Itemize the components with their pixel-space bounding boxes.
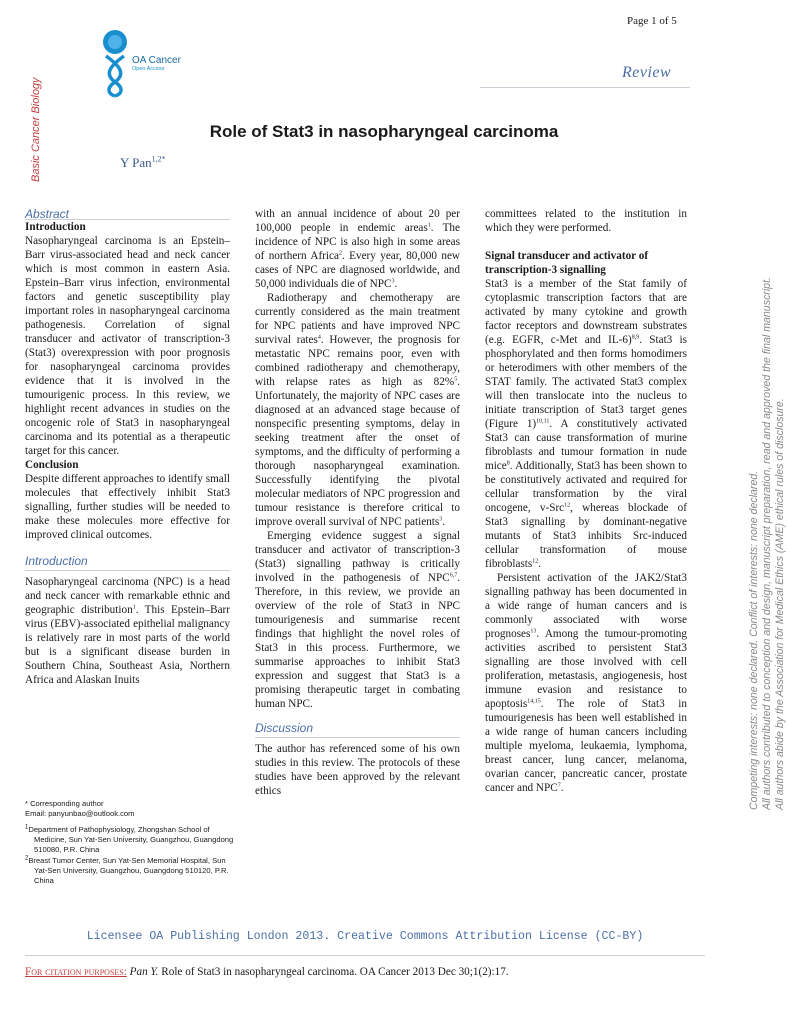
article-title: Role of Stat3 in nasopharyngeal carcinoma [209,122,559,141]
introduction-rule [25,570,230,571]
journal-side-text: Basic Cancer Biology [30,77,42,182]
page-number: Page 1 of 5 [627,15,677,27]
author-affiliation-sup: 1,2* [151,154,166,164]
abstract-conclusion-heading: Conclusion [25,459,79,471]
footnotes [25,798,240,886]
discussion-rule [255,737,460,738]
corresponding-email[interactable]: Email: panyunbao@outlook.com [25,809,135,818]
ethics-note: All authors abide by the Association for Medical Ethics (AME) ethical rules of disclosure. [774,398,786,810]
col3-paragraph-1: committees related to the institution in which they were performed. [485,208,687,234]
col3-paragraph-2: Stat3 is a member of the Stat family of cytoplasmic transcription factors that are activated by many cytokine and growth factor receptors and downstream substrates (e.g. EGFR, c-Met and IL-6)$^{8,9}$. Stat3 is phosphorylated and then forms homodimers or heterodimers with other members of the STAT family. The activated Stat3 complex will then translocate into the nucleus to initiate transcription of Stat3 target genes (Figure 1)$^{10,11}$. A constitutively activated Stat3 can cause transformation of murine fibroblasts and tumour formation in nude mice$^8$. Additionally, Stat3 has been shown to be constitutively activated and required for cellular transformation by the viral oncogene, v-Src$^{12}$, whereas blockade of Stat3 signalling by dominant-negative mutants of Stat3 inhibits Src-induced cellular transformation of mouse fibroblasts$^{12}$. [485,278,687,570]
column-3 [485,207,687,795]
author-name: Y Pan [120,155,152,170]
discussion-text: The author has referenced some of his own studies in this review. The protocols of these studies have been approved by the relevant ethics [255,743,460,797]
logo-title: OA Cancer [132,55,181,66]
discussion-heading: Discussion [255,721,314,735]
oa-cancer-logo-icon [100,28,130,98]
citation-label: For citation purposes: [25,966,127,978]
citation-sup: 1 [132,604,136,611]
citation-text: Role of Stat3 in nasopharyngeal carcinoma. OA Cancer 2013 Dec 30;1(2):17. [161,966,509,978]
logo-subtitle: Open Access [132,65,165,72]
side-notes [748,277,786,820]
column-1 [25,207,230,687]
affiliation-2: $^2$Breast Tumor Center, Sun Yat-Sen Memorial Hospital, Sun Yat-Sen University, Guangzhou, Guangdong 510120, P.R. China [25,855,229,885]
header-divider [480,87,690,88]
corresponding-author: * Corresponding author [25,799,104,808]
stat3-section-heading: Signal transducer and activator of transcription-3 signalling [485,250,649,276]
introduction-paragraph: Nasopharyngeal carcinoma (NPC) is a head and neck cancer with remarkable ethnic and geographic distribution$^1$. This Epstein–Barr virus (EBV)-associated epithelial malignancy is relatively rare in most parts of the world but is a significant disease burden in Southern China, Southeast Asia, Northern Africa and Alaskan Inuits [25,576,230,686]
citation-line [25,966,509,978]
side-notes-text [748,277,787,810]
col2-paragraph-1: with an annual incidence of about 20 per 100,000 people in endemic areas$^1$. The incidence of NPC is also high in some areas of northern Africa$^2$. Every year, 80,000 new cases of NPC are diagnosed worldwide, and 50,000 individuals die of NPC$^3$. [255,208,461,290]
column-2 [255,207,460,798]
logo-text [132,56,181,72]
abstract-intro-heading: Introduction [25,221,86,233]
section-label: Review [622,64,672,81]
license-line: Licensee OA Publishing London 2013. Creative Commons Attribution License (CC-BY) [86,930,644,943]
author-line [120,155,166,171]
citation-divider [25,955,705,956]
journal-logo [100,28,220,98]
competing-interests-note: Competing interests: none declared. Conflict of interests: none declared. [748,470,760,810]
introduction-heading: Introduction [25,554,88,568]
citation-author: Pan Y. [129,966,159,978]
abstract-conclusion-text: Despite different approaches to identify small molecules that effectively inhibit Stat3 signalling, further studies will be needed to make these molecules more effective for improved clinical outcomes. [25,473,230,541]
contribution-note: All authors contributed to conception and design, manuscript preparation, read and approved the final manuscript. [761,277,773,810]
col2-paragraph-3: Emerging evidence suggest a signal transducer and activator of transcription-3 (Stat3) signalling pathway is critically involved in the pathogenesis of NPC$^{6,7}$. Therefore, in this review, we provide an overview of the role of Stat3 in NPC tumourigenesis and summarise recent findings that highlight the novel roles of Stat3 in this process. Furthermore, we summarise approaches to inhibit Stat3 expression and suggest that Stat3 is a promising therapeutic target in combating human NPC. [255,530,460,710]
col2-paragraph-2: Radiotherapy and chemotherapy are currently considered as the main treatment for NPC patients and have improved NPC survival rates$^4$. However, the prognosis for metastatic NPC remains poor, even with combined radiotherapy and chemotherapy, with relapse rates as high as 82%$^5$. Unfortunately, the majority of NPC cases are diagnosed at an advanced stage because of nonspecific presenting symptoms, delay in seeking treatment after the onset of symptoms, and the difficulty of performing a thorough nasopharyngeal examination. Successfully identifying the pivotal molecular mediators of NPC progression and tumour resistance is therefore critical to improve overall survival of NPC patients$^3$. [255,292,460,528]
affiliation-1: $^1$Department of Pathophysiology, Zhongshan School of Medicine, Sun Yat-Sen University, Guangzhou, Guangdong 510080, P.R. China [25,824,234,854]
abstract-heading: Abstract [25,207,70,221]
col3-paragraph-3: Persistent activation of the JAK2/Stat3 signalling pathway has been documented in a wide range of human cancers and is commonly associated with worse prognoses$^{13}$. Among the tumour-promoting activities ascribed to persistent Stat3 signalling are those involved with cell proliferation, metastasis, angiogenesis, host immune evasion and resistance to apoptosis$^{14,15}$. The role of Stat3 in tumourigenesis has been well established in a wide range of human cancers including multiple myeloma, leukaemia, lymphoma, breast cancer, lung cancer, melanoma, ovarian cancer, pancreatic cancer, prostate cancer and NPC$^7$. [485,572,687,794]
abstract-intro-text: Nasopharyngeal carcinoma is an Epstein–Barr virus-associated head and neck cancer which is most common in eastern Asia. Epstein–Barr virus infection, environmental factors and genetic susceptibility play important roles in nasopharyngeal carcinoma pathogenesis. Correlation of signal transducer and activator of transcription-3 (Stat3) overexpression with poor prognosis for nasopharyngeal carcinoma provides evidence that it is involved in the tumourigenic process. In this review, we highlight recent advances in studies on the oncogenic role of Stat3 in nasopharyngeal carcinoma and its potential as a therapeutic target for this cancer. [25,235,230,457]
